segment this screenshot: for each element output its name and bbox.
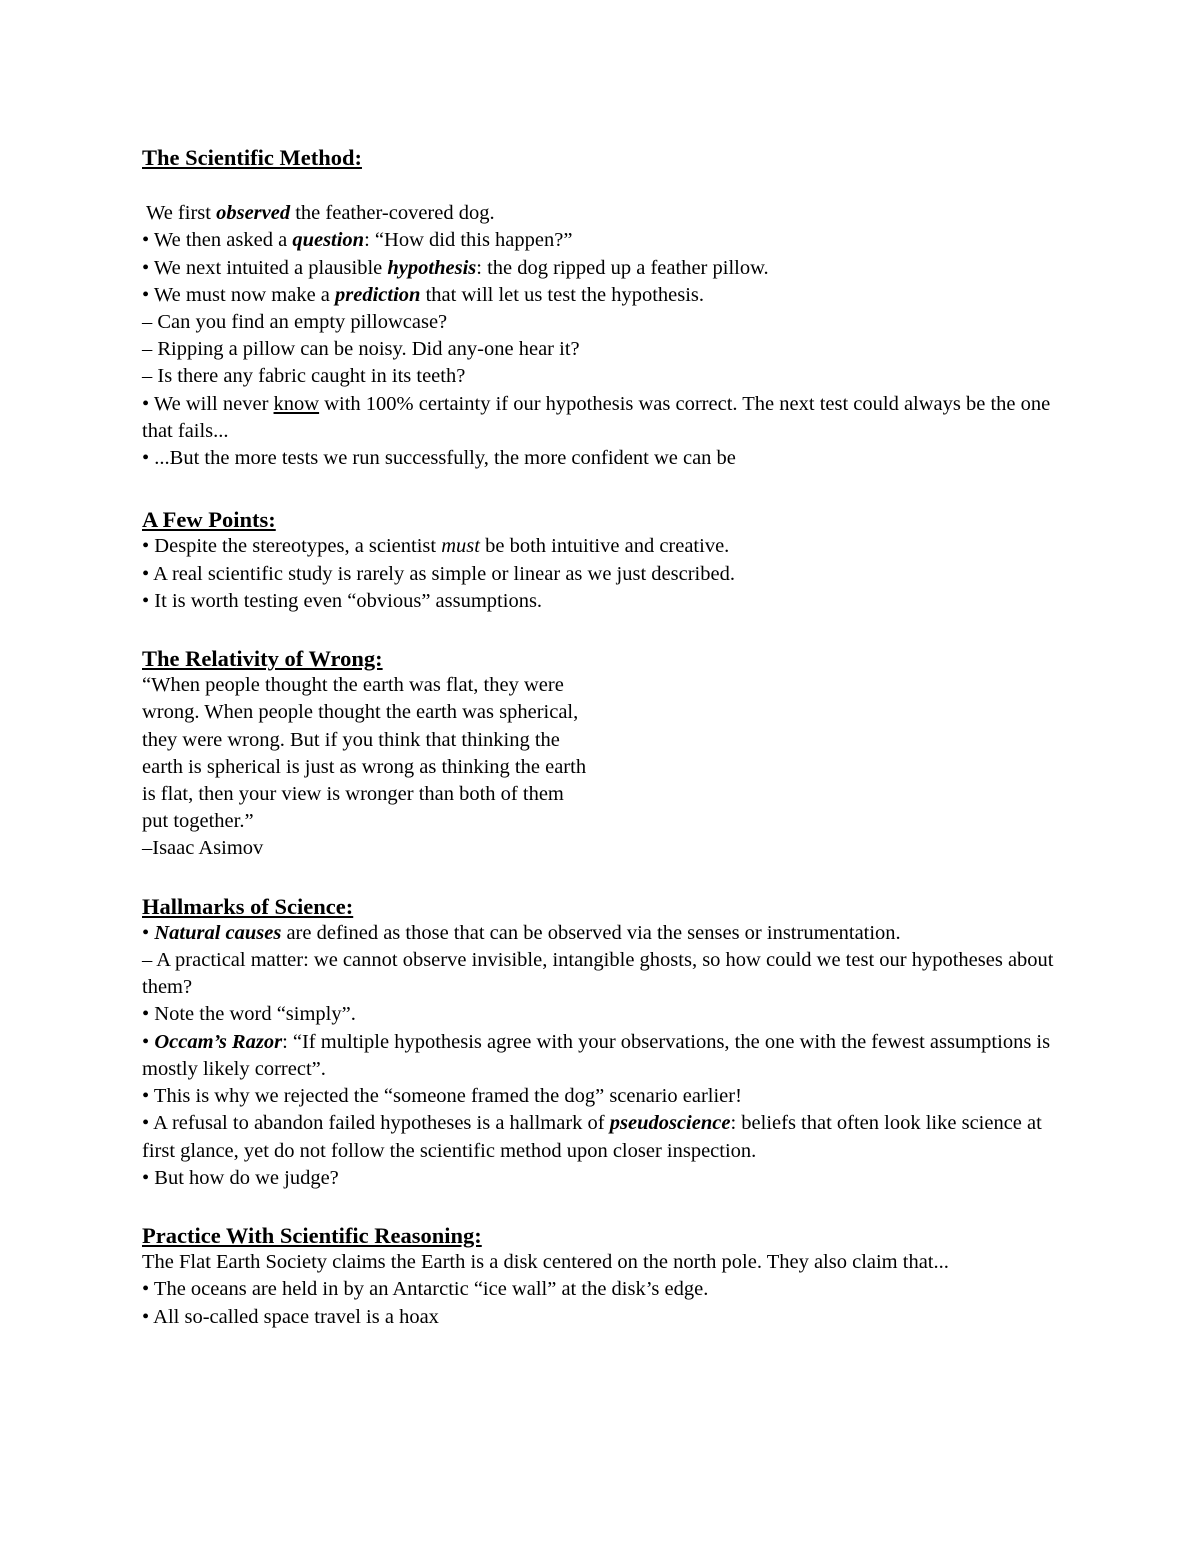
emphasis-term: pseudoscience <box>609 1112 731 1135</box>
quote-line: is flat, then your view is wronger than both of them <box>142 783 564 806</box>
text-span: • We then asked a <box>142 229 293 252</box>
bullet-item: • A real scientific study is rarely as simple or linear as we just described. <box>142 562 735 585</box>
quote-line: wrong. When people thought the earth was spherical, <box>142 701 579 724</box>
text-span: with 100% certainty if our hypothesis was correct. The next test could always be the one that fails... <box>142 392 1051 442</box>
sub-item: – Is there any fabric caught in its teeth? <box>142 365 466 388</box>
bullet-item: • ...But the more tests we run successfully, the more confident we can be <box>142 447 736 470</box>
section-few-points <box>142 506 1062 615</box>
bullet-item <box>142 533 1062 560</box>
text-span: • <box>142 1030 155 1053</box>
bullet-item <box>142 1110 1062 1164</box>
bullet-item <box>142 391 1062 445</box>
bullet-item <box>142 920 1062 947</box>
section-practice-reasoning <box>142 1222 1062 1331</box>
bullet-item: • Note the word “simply”. <box>142 1003 356 1026</box>
bullet-item: • The oceans are held in by an Antarctic “ice wall” at the disk’s edge. <box>142 1278 709 1301</box>
text-span: • We will never <box>142 392 274 415</box>
bullet-item: • But how do we judge? <box>142 1166 339 1189</box>
emphasis-term: Natural causes <box>154 921 282 944</box>
sub-item: – Can you find an empty pillowcase? <box>142 311 448 334</box>
section-heading: A Few Points: <box>142 507 276 533</box>
quote-attribution: –Isaac Asimov <box>142 837 264 860</box>
quote-line: earth is spherical is just as wrong as thinking the earth <box>142 755 587 778</box>
section-heading: Hallmarks of Science: <box>142 893 354 919</box>
section-heading: Practice With Scientific Reasoning: <box>142 1222 482 1248</box>
text-span: : “If multiple hypothesis agree with your observations, the one with the fewest assumptions is mostly likely correct”. <box>142 1030 1051 1080</box>
text-span: • <box>142 921 155 944</box>
emphasis-term: Occam’s Razor <box>154 1030 283 1053</box>
quote-line: “When people thought the earth was flat, they were <box>142 674 564 697</box>
section-relativity-of-wrong <box>142 645 1062 863</box>
emphasis-term: hypothesis <box>387 256 477 279</box>
text-span: : beliefs that often look like science at first glance, yet do not follow the scientific method upon closer inspection. <box>142 1112 1042 1162</box>
bullet-item <box>142 255 1062 282</box>
bullet-item <box>142 282 1062 309</box>
bullet-item <box>142 227 1062 254</box>
text-span: : “How did this happen?” <box>364 229 573 252</box>
paragraph-line <box>142 200 1062 227</box>
quote-line: they were wrong. But if you think that thinking the <box>142 728 560 751</box>
bullet-item: • It is worth testing even “obvious” assumptions. <box>142 589 543 612</box>
paragraph-line: The Flat Earth Society claims the Earth is a disk centered on the north pole. They also claim that... <box>142 1251 949 1274</box>
text-span: that will let us test the hypothesis. <box>420 283 705 306</box>
sub-item: – A practical matter: we cannot observe invisible, intangible ghosts, so how could we test our hypotheses about them? <box>142 949 1054 999</box>
emphasis-term: question <box>292 229 365 252</box>
bullet-item <box>142 1029 1062 1083</box>
text-span: the feather-covered dog. <box>290 202 495 225</box>
sub-item: – Ripping a pillow can be noisy. Did any-one hear it? <box>142 338 580 361</box>
text-span: • We must now make a <box>142 283 336 306</box>
underlined-term: know <box>273 392 320 415</box>
text-span: • We next intuited a plausible <box>142 256 388 279</box>
emphasis-term: observed <box>216 202 291 225</box>
section-heading: The Scientific Method: <box>142 145 362 170</box>
emphasis-term: must <box>441 535 480 558</box>
bullet-item: • All so-called space travel is a hoax <box>142 1305 439 1328</box>
text-span: : the dog ripped up a feather pillow. <box>476 256 769 279</box>
document-body <box>142 144 1062 1331</box>
emphasis-term: prediction <box>335 283 421 306</box>
section-heading: The Relativity of Wrong: <box>142 646 383 672</box>
text-span: • A refusal to abandon failed hypotheses is a hallmark of <box>142 1112 610 1135</box>
text-span: be both intuitive and creative. <box>479 535 730 558</box>
quote-block <box>142 672 662 862</box>
bullet-item: • This is why we rejected the “someone framed the dog” scenario earlier! <box>142 1085 742 1108</box>
text-span: We first <box>146 202 217 225</box>
text-span: are defined as those that can be observed via the senses or instrumentation. <box>281 921 901 944</box>
section-hallmarks-of-science <box>142 893 1062 1192</box>
quote-line: put together.” <box>142 810 254 833</box>
text-span: • Despite the stereotypes, a scientist <box>142 535 442 558</box>
section-scientific-method <box>142 144 1062 472</box>
